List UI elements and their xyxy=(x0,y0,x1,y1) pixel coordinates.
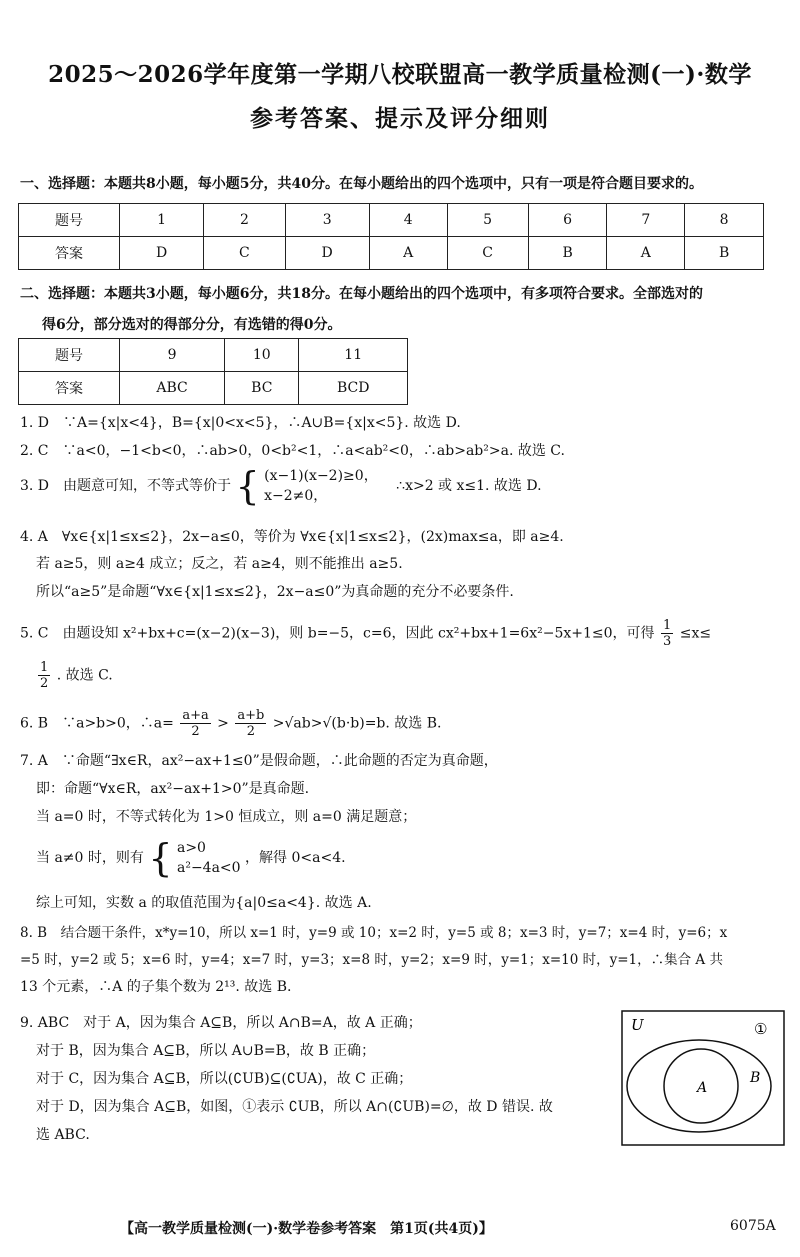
solution-9-line1: 9. ABC 对于 A，因为集合 A⊆B，所以 A∩B=A，故 A 正确； xyxy=(20,1015,422,1031)
solution-6-post: >√ab>√(b·b)=b. 故选 B. xyxy=(272,715,442,732)
table-cell: 7 xyxy=(607,204,685,237)
table-row-answers xyxy=(19,372,408,405)
solution-2: 2. C ∵a<0，−1<b<0，∴ab>0，0<b²<1，∴a<ab²<0，∴ab>ab²>a. 故选 C. xyxy=(20,443,565,459)
table-row-numbers xyxy=(19,204,764,237)
solution-5 xyxy=(20,618,711,649)
title-line2: 参考答案、提示及评分细则 xyxy=(250,105,550,132)
doc-code: 6075A xyxy=(730,1218,776,1234)
solution-7-line3: 当 a=0 时，不等式转化为 1>0 恒成立，则 a=0 满足题意； xyxy=(36,809,417,825)
answer-table-2 xyxy=(18,338,408,405)
row-label: 答案 xyxy=(19,372,120,405)
solution-9-line4: 对于 D，因为集合 A⊆B，如图，①表示 ∁UB，所以 A∩(∁UB)=∅，故 D 错误. 故 xyxy=(36,1099,553,1115)
inequality-system xyxy=(177,838,241,878)
region-marker: ① xyxy=(754,1020,768,1038)
table-cell: 1 xyxy=(120,204,204,237)
table-cell: 11 xyxy=(299,339,408,372)
table-cell: D xyxy=(285,237,369,270)
table-cell: C xyxy=(204,237,285,270)
table-cell: 3 xyxy=(285,204,369,237)
solution-7-line4 xyxy=(20,838,346,878)
venn-diagram xyxy=(621,1010,785,1146)
table-cell: C xyxy=(447,237,528,270)
solution-7-pre: 当 a≠0 时，则有 xyxy=(36,850,144,866)
table-cell: D xyxy=(120,237,204,270)
table-cell: 10 xyxy=(225,339,299,372)
solution-6 xyxy=(20,708,441,739)
table-cell: 2 xyxy=(204,204,285,237)
solution-9-line3: 对于 C，因为集合 A⊆B，所以(∁UB)⊆(∁UA)，故 C 正确； xyxy=(36,1071,413,1087)
answer-table-1 xyxy=(18,203,764,270)
solution-1: 1. D ∵A={x|x<4}，B={x|0<x<5}，∴A∪B={x|x<5}. 故选 D. xyxy=(20,415,461,431)
title-line1: 2025～2026学年度第一学期八校联盟高一教学质量检测(一)·数学 xyxy=(48,61,752,88)
universe-label: U xyxy=(631,1016,644,1034)
solution-3 xyxy=(20,466,542,506)
solution-5-pre: 5. C 由题设知 x²+bx+c=(x−2)(x−3)，则 b=−5，c=6，因此 cx²+bx+1=6x²−5x+1≤0，可得 xyxy=(20,625,655,642)
solution-4-line2: 若 a≥5，则 a≥4 成立；反之，若 a≥4，则不能推出 a≥5. xyxy=(36,556,403,572)
table-cell: A xyxy=(607,237,685,270)
system-line: a>0 xyxy=(176,840,206,856)
solution-7-line5: 综上可知，实数 a 的取值范围为{a|0≤a<4}. 故选 A. xyxy=(36,895,372,911)
solution-7-post: ，解得 0<a<4. xyxy=(245,850,346,866)
solution-9-line5: 选 ABC. xyxy=(36,1127,90,1143)
solution-8-line3: 13 个元素，∴A 的子集个数为 2¹³. 故选 B. xyxy=(20,979,292,995)
section1-intro: 一、选择题：本题共8小题，每小题5分，共40分。在每小题给出的四个选项中，只有一项是符合题目要求的。 xyxy=(20,176,703,192)
solution-7-line1: 7. A ∵命题“∃x∈R，ax²−ax+1≤0”是假命题，∴此命题的否定为真命题， xyxy=(20,753,498,769)
row-label: 答案 xyxy=(19,237,120,270)
table-row-numbers xyxy=(19,339,408,372)
set-b-label: B xyxy=(750,1070,761,1086)
solution-5-mid: ≤x≤ xyxy=(679,625,712,642)
section2-intro-line1: 二、选择题：本题共3小题，每小题6分，共18分。在每小题给出的四个选项中，有多项符合要求。全部选对的 xyxy=(20,286,703,302)
set-a-label: A xyxy=(697,1080,708,1096)
section2-intro-line2: 得6分，部分选对的得部分分，有选错的得0分。 xyxy=(42,317,342,333)
row-label: 题号 xyxy=(19,204,120,237)
solution-5-cont xyxy=(20,660,113,691)
row-label: 题号 xyxy=(19,339,120,372)
solution-7-line2: 即：命题“∀x∈R，ax²−ax+1>0”是真命题. xyxy=(36,781,310,797)
system-line: x−2≠0， xyxy=(264,488,328,504)
solution-3-post: ∴x>2 或 x≤1. 故选 D. xyxy=(396,478,542,494)
table-cell: 6 xyxy=(528,204,607,237)
fraction: $\frac{1}{2}$ xyxy=(40,660,49,691)
table-cell: ABC xyxy=(120,372,225,405)
page-footer: 【高一教学质量检测(一)·数学卷参考答案 第1页(共4页)】 xyxy=(120,1221,493,1237)
solution-8-line1: 8. B 结合题干条件，x*y=10，所以 x=1 时，y=9 或 10；x=2 时，y=5 或 8；x=3 时，y=7；x=4 时，y=6；x xyxy=(20,925,728,941)
system-line: a²−4a<0 xyxy=(176,860,241,876)
section2-intro xyxy=(20,282,790,337)
solution-8-line2: =5 时，y=2 或 5；x=6 时，y=4；x=7 时，y=3；x=8 时，y=2；x=9 时，y=1；x=10 时，y=1，∴集合 A 共 xyxy=(20,952,723,968)
solution-4-line3: 所以“a≥5”是命题“∀x∈{x|1≤x≤2}，2x−a≤0”为真命题的充分不必要条件. xyxy=(36,584,514,600)
solution-9-line2: 对于 B，因为集合 A⊆B，所以 A∪B=B，故 B 正确； xyxy=(36,1043,376,1059)
table-cell: 9 xyxy=(120,339,225,372)
table-cell: 5 xyxy=(447,204,528,237)
brace-icon: { xyxy=(148,836,173,880)
table-cell: 4 xyxy=(369,204,447,237)
greater-than: > xyxy=(217,715,229,732)
table-cell: BC xyxy=(225,372,299,405)
table-cell: A xyxy=(369,237,447,270)
fraction: $\frac{1}{3}$ xyxy=(662,618,672,649)
solution-5-post: . 故选 C. xyxy=(56,667,113,684)
table-cell: 8 xyxy=(685,204,764,237)
solution-4-line1: 4. A ∀x∈{x|1≤x≤2}，2x−a≤0，等价为 ∀x∈{x|1≤x≤2}，(2x)max≤a，即 a≥4. xyxy=(20,529,564,545)
table-cell: BCD xyxy=(299,372,408,405)
solution-3-pre: 3. D 由题意可知，不等式等价于 xyxy=(20,478,232,494)
system-line: (x−1)(x−2)≥0， xyxy=(264,468,378,484)
solution-6-pre: 6. B ∵a>b>0，∴a= xyxy=(20,715,174,732)
inequality-system xyxy=(264,466,378,506)
fraction: $\frac{a+b}{2}$ xyxy=(237,708,265,739)
brace-icon: { xyxy=(235,464,260,508)
table-row-answers xyxy=(19,237,764,270)
table-cell: B xyxy=(685,237,764,270)
fraction: $\frac{a+a}{2}$ xyxy=(182,708,209,739)
table-cell: B xyxy=(528,237,607,270)
